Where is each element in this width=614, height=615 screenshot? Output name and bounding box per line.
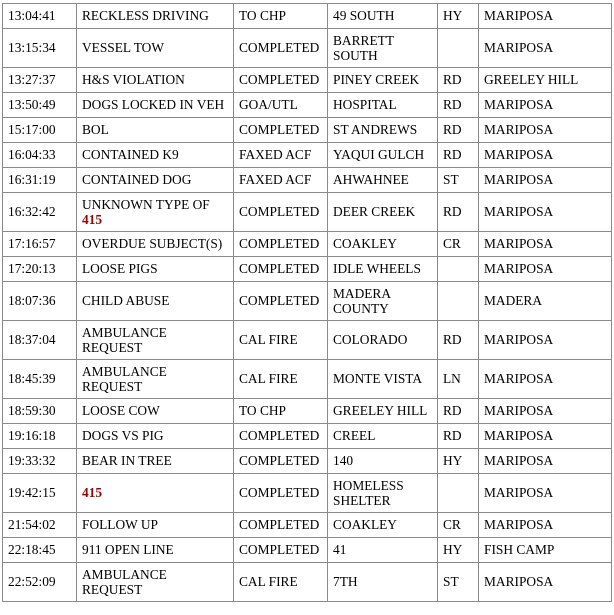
city-text: MARIPOSA: [484, 122, 554, 138]
city-cell: [479, 93, 612, 118]
street-suffix-text: RD: [443, 403, 462, 419]
time-text: 18:37:04: [8, 332, 56, 348]
location-cell: [328, 399, 438, 424]
location-text: HOSPITAL: [333, 97, 397, 113]
incident-cell: [77, 232, 234, 257]
time-cell: [3, 399, 77, 424]
time-cell: [3, 232, 77, 257]
incident-text: VESSEL TOW: [82, 40, 164, 56]
time-cell: [3, 193, 77, 232]
time-cell: [3, 474, 77, 513]
city-cell: [479, 360, 612, 399]
location-text: YAQUI GULCH: [333, 147, 425, 163]
city-cell: [479, 143, 612, 168]
street-suffix-text: RD: [443, 332, 462, 348]
incident-cell: [77, 68, 234, 93]
disposition-cell: [234, 168, 328, 193]
table-row: [3, 257, 612, 282]
time-cell: [3, 118, 77, 143]
table-row: [3, 360, 612, 399]
location-cell: [328, 4, 438, 29]
city-text: GREELEY HILL: [484, 72, 579, 88]
disposition-cell: [234, 4, 328, 29]
city-text: MARIPOSA: [484, 485, 554, 501]
location-cell: [328, 282, 438, 321]
city-text: MARIPOSA: [484, 172, 554, 188]
table-row: [3, 513, 612, 538]
disposition-cell: [234, 399, 328, 424]
street-suffix-text: RD: [443, 97, 462, 113]
time-text: 22:18:45: [8, 542, 56, 558]
incident-log-table: [2, 3, 612, 602]
city-cell: [479, 232, 612, 257]
city-text: MARIPOSA: [484, 371, 554, 387]
location-cell: [328, 563, 438, 602]
time-cell: [3, 563, 77, 602]
table-row: [3, 143, 612, 168]
time-text: 19:33:32: [8, 453, 56, 469]
street-suffix-cell: [438, 232, 479, 257]
table-row: [3, 4, 612, 29]
incident-text: LOOSE PIGS: [82, 261, 158, 277]
disposition-text: CAL FIRE: [239, 332, 298, 348]
city-text: FISH CAMP: [484, 542, 555, 558]
location-cell: [328, 68, 438, 93]
incident-text: UNKNOWN TYPE OF: [82, 196, 210, 212]
table-row: [3, 168, 612, 193]
street-suffix-text: RD: [443, 204, 462, 220]
street-suffix-cell: [438, 538, 479, 563]
location-text: COAKLEY: [333, 236, 397, 252]
street-suffix-cell: [438, 449, 479, 474]
incident-cell: [77, 360, 234, 399]
incident-cell: [77, 513, 234, 538]
incident-cell: [77, 4, 234, 29]
street-suffix-cell: [438, 29, 479, 68]
disposition-cell: [234, 538, 328, 563]
disposition-text: COMPLETED: [239, 485, 320, 501]
location-text: 49 SOUTH: [333, 8, 395, 24]
incident-text: AMBULANCE REQUEST: [82, 363, 167, 394]
incident-cell: [77, 538, 234, 563]
city-cell: [479, 193, 612, 232]
time-cell: [3, 538, 77, 563]
location-text: 41: [333, 542, 347, 558]
city-text: MARIPOSA: [484, 428, 554, 444]
incident-text: CHILD ABUSE: [82, 293, 170, 309]
disposition-cell: [234, 563, 328, 602]
incident-text: BOL: [82, 122, 109, 138]
incident-code-text: 415: [82, 212, 103, 227]
incident-cell: [77, 474, 234, 513]
time-text: 18:45:39: [8, 371, 56, 387]
disposition-cell: [234, 360, 328, 399]
incident-cell: [77, 563, 234, 602]
disposition-cell: [234, 29, 328, 68]
disposition-text: COMPLETED: [239, 517, 320, 533]
disposition-cell: [234, 321, 328, 360]
location-text: IDLE WHEELS: [333, 261, 421, 277]
city-text: MARIPOSA: [484, 8, 554, 24]
time-cell: [3, 29, 77, 68]
location-cell: [328, 424, 438, 449]
street-suffix-cell: [438, 257, 479, 282]
city-text: MADERA: [484, 293, 543, 309]
city-cell: [479, 282, 612, 321]
city-cell: [479, 563, 612, 602]
location-cell: [328, 118, 438, 143]
location-cell: [328, 538, 438, 563]
city-text: MARIPOSA: [484, 236, 554, 252]
disposition-text: COMPLETED: [239, 428, 320, 444]
city-text: MARIPOSA: [484, 97, 554, 113]
disposition-text: CAL FIRE: [239, 574, 298, 590]
time-text: 19:16:18: [8, 428, 56, 444]
incident-text: DOGS LOCKED IN VEH: [82, 97, 225, 113]
street-suffix-cell: [438, 513, 479, 538]
disposition-text: FAXED ACF: [239, 172, 312, 188]
table-row: [3, 232, 612, 257]
time-text: 16:31:19: [8, 172, 56, 188]
time-cell: [3, 449, 77, 474]
city-text: MARIPOSA: [484, 403, 554, 419]
street-suffix-text: HY: [443, 542, 463, 558]
location-text: DEER CREEK: [333, 204, 416, 220]
location-text: GREELEY HILL: [333, 403, 428, 419]
city-cell: [479, 118, 612, 143]
street-suffix-text: RD: [443, 147, 462, 163]
location-cell: [328, 232, 438, 257]
location-cell: [328, 143, 438, 168]
disposition-text: COMPLETED: [239, 122, 320, 138]
disposition-cell: [234, 513, 328, 538]
incident-text: FOLLOW UP: [82, 517, 159, 533]
time-text: 17:16:57: [8, 236, 56, 252]
incident-cell: [77, 93, 234, 118]
disposition-cell: [234, 449, 328, 474]
table-row: [3, 93, 612, 118]
street-suffix-text: HY: [443, 453, 463, 469]
disposition-cell: [234, 474, 328, 513]
city-cell: [479, 257, 612, 282]
time-text: 22:52:09: [8, 574, 56, 590]
disposition-cell: [234, 232, 328, 257]
city-text: MARIPOSA: [484, 517, 554, 533]
location-text: BARRETT SOUTH: [333, 32, 394, 63]
time-cell: [3, 321, 77, 360]
location-text: COLORADO: [333, 332, 408, 348]
city-cell: [479, 449, 612, 474]
incident-text: H&S VIOLATION: [82, 72, 185, 88]
location-text: MONTE VISTA: [333, 371, 423, 387]
incident-text: AMBULANCE REQUEST: [82, 324, 167, 355]
city-cell: [479, 4, 612, 29]
city-cell: [479, 399, 612, 424]
street-suffix-cell: [438, 321, 479, 360]
incident-cell: [77, 143, 234, 168]
time-cell: [3, 4, 77, 29]
street-suffix-cell: [438, 399, 479, 424]
table-row: [3, 424, 612, 449]
disposition-text: TO CHP: [239, 8, 287, 24]
incident-text: OVERDUE SUBJECT(S): [82, 236, 223, 252]
incident-text: 911 OPEN LINE: [82, 542, 174, 558]
street-suffix-cell: [438, 282, 479, 321]
disposition-cell: [234, 257, 328, 282]
time-text: 13:50:49: [8, 97, 56, 113]
table-row: [3, 68, 612, 93]
disposition-text: COMPLETED: [239, 204, 320, 220]
disposition-cell: [234, 68, 328, 93]
street-suffix-cell: [438, 68, 479, 93]
disposition-text: COMPLETED: [239, 261, 320, 277]
table-row: [3, 399, 612, 424]
city-text: MARIPOSA: [484, 261, 554, 277]
location-text: PINEY CREEK: [333, 72, 420, 88]
location-cell: [328, 321, 438, 360]
location-text: MADERA COUNTY: [333, 285, 391, 316]
time-text: 16:04:33: [8, 147, 56, 163]
location-cell: [328, 168, 438, 193]
time-cell: [3, 282, 77, 321]
location-cell: [328, 449, 438, 474]
time-cell: [3, 424, 77, 449]
incident-log-body: [3, 4, 612, 602]
street-suffix-cell: [438, 168, 479, 193]
incident-cell: [77, 399, 234, 424]
time-text: 18:07:36: [8, 293, 56, 309]
location-text: 7TH: [333, 574, 358, 590]
disposition-cell: [234, 118, 328, 143]
location-text: CREEL: [333, 428, 376, 444]
location-cell: [328, 93, 438, 118]
time-cell: [3, 513, 77, 538]
street-suffix-cell: [438, 193, 479, 232]
table-row: [3, 118, 612, 143]
location-cell: [328, 360, 438, 399]
city-cell: [479, 538, 612, 563]
time-text: 19:42:15: [8, 485, 56, 501]
time-cell: [3, 68, 77, 93]
time-text: 13:27:37: [8, 72, 56, 88]
city-cell: [479, 321, 612, 360]
table-row: [3, 449, 612, 474]
incident-cell: [77, 29, 234, 68]
time-cell: [3, 93, 77, 118]
street-suffix-cell: [438, 360, 479, 399]
table-row: [3, 563, 612, 602]
city-cell: [479, 68, 612, 93]
location-text: AHWAHNEE: [333, 172, 409, 188]
location-text: COAKLEY: [333, 517, 397, 533]
disposition-text: COMPLETED: [239, 236, 320, 252]
disposition-text: COMPLETED: [239, 72, 320, 88]
city-text: MARIPOSA: [484, 574, 554, 590]
street-suffix-cell: [438, 93, 479, 118]
disposition-cell: [234, 282, 328, 321]
street-suffix-text: ST: [443, 574, 459, 590]
time-text: 15:17:00: [8, 122, 56, 138]
location-text: ST ANDREWS: [333, 122, 418, 138]
city-text: MARIPOSA: [484, 147, 554, 163]
disposition-cell: [234, 424, 328, 449]
time-cell: [3, 143, 77, 168]
disposition-cell: [234, 193, 328, 232]
table-row: [3, 29, 612, 68]
table-row: [3, 474, 612, 513]
incident-cell: [77, 321, 234, 360]
street-suffix-cell: [438, 4, 479, 29]
street-suffix-text: RD: [443, 122, 462, 138]
city-cell: [479, 513, 612, 538]
location-cell: [328, 474, 438, 513]
disposition-cell: [234, 93, 328, 118]
incident-text: CONTAINED DOG: [82, 172, 192, 188]
location-cell: [328, 513, 438, 538]
disposition-text: COMPLETED: [239, 542, 320, 558]
table-row: [3, 193, 612, 232]
location-text: HOMELESS SHELTER: [333, 477, 404, 508]
street-suffix-cell: [438, 424, 479, 449]
disposition-text: TO CHP: [239, 403, 287, 419]
city-text: MARIPOSA: [484, 453, 554, 469]
city-cell: [479, 474, 612, 513]
incident-text: DOGS VS PIG: [82, 428, 164, 444]
time-cell: [3, 360, 77, 399]
city-cell: [479, 29, 612, 68]
incident-text: LOOSE COW: [82, 403, 160, 419]
table-row: [3, 538, 612, 563]
time-text: 13:04:41: [8, 8, 56, 24]
time-text: 16:32:42: [8, 204, 56, 220]
street-suffix-cell: [438, 474, 479, 513]
street-suffix-text: CR: [443, 517, 461, 533]
incident-code-text: 415: [82, 485, 103, 501]
incident-text: AMBULANCE REQUEST: [82, 566, 167, 597]
city-text: MARIPOSA: [484, 204, 554, 220]
incident-cell: [77, 449, 234, 474]
incident-text: BEAR IN TREE: [82, 453, 172, 469]
city-cell: [479, 424, 612, 449]
street-suffix-text: HY: [443, 8, 463, 24]
street-suffix-cell: [438, 143, 479, 168]
incident-cell: [77, 118, 234, 143]
street-suffix-cell: [438, 563, 479, 602]
disposition-text: CAL FIRE: [239, 371, 298, 387]
city-text: MARIPOSA: [484, 332, 554, 348]
incident-cell: [77, 424, 234, 449]
time-text: 17:20:13: [8, 261, 56, 277]
city-text: MARIPOSA: [484, 40, 554, 56]
street-suffix-text: LN: [443, 371, 461, 387]
disposition-text: COMPLETED: [239, 40, 320, 56]
incident-cell: [77, 168, 234, 193]
street-suffix-text: RD: [443, 428, 462, 444]
street-suffix-text: CR: [443, 236, 461, 252]
disposition-cell: [234, 143, 328, 168]
incident-cell: [77, 257, 234, 282]
disposition-text: GOA/UTL: [239, 97, 298, 113]
city-cell: [479, 168, 612, 193]
incident-cell: [77, 282, 234, 321]
street-suffix-text: ST: [443, 172, 459, 188]
table-row: [3, 282, 612, 321]
time-text: 21:54:02: [8, 517, 56, 533]
disposition-text: COMPLETED: [239, 453, 320, 469]
time-cell: [3, 168, 77, 193]
time-cell: [3, 257, 77, 282]
location-cell: [328, 257, 438, 282]
street-suffix-text: RD: [443, 72, 462, 88]
table-row: [3, 321, 612, 360]
time-text: 13:15:34: [8, 40, 56, 56]
incident-cell: [77, 193, 234, 232]
location-cell: [328, 193, 438, 232]
time-text: 18:59:30: [8, 403, 56, 419]
location-text: 140: [333, 453, 354, 469]
incident-text: CONTAINED K9: [82, 147, 179, 163]
disposition-text: FAXED ACF: [239, 147, 312, 163]
disposition-text: COMPLETED: [239, 293, 320, 309]
street-suffix-cell: [438, 118, 479, 143]
incident-text: RECKLESS DRIVING: [82, 8, 209, 24]
location-cell: [328, 29, 438, 68]
